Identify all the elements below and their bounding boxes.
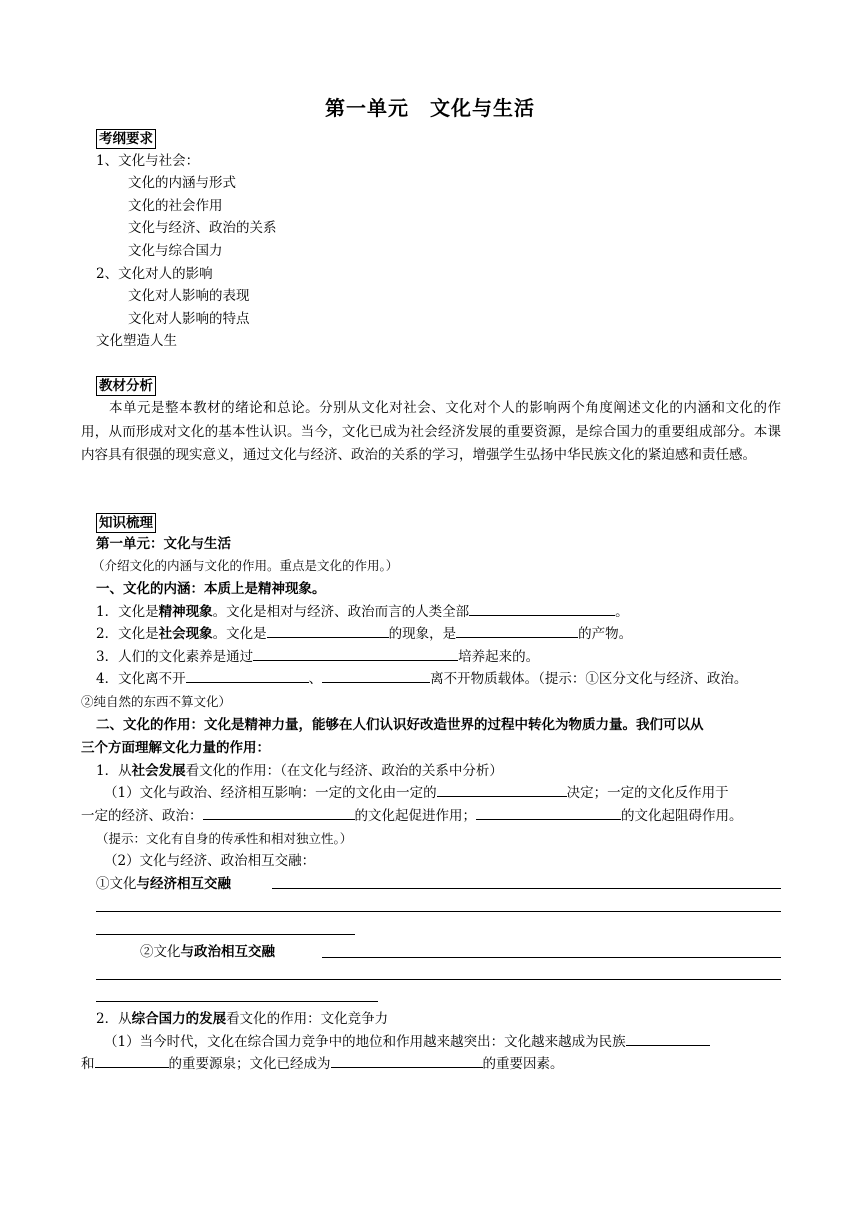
fill-blank	[626, 1031, 710, 1046]
outline-subitem: 文化与综合国力	[128, 243, 223, 259]
question-1-1-cont: 一定的经济、政治： 的文化起促进作用； 的文化起阻碍作用。	[81, 805, 743, 827]
page-title: 第一单元 文化与生活	[325, 96, 535, 120]
question-2-1: （1）当今时代，文化在综合国力竞争中的地位和作用越来越突出：文化越来越成为民族	[104, 1031, 710, 1053]
section-1-heading: 一、文化的内涵：本质上是精神现象。	[96, 581, 326, 597]
culture-economy-item: ①文化与经济相互交融	[96, 876, 231, 892]
fill-blank	[186, 668, 309, 683]
analysis-heading: 教材分析	[96, 375, 156, 397]
point-4: 4．文化离不开 、 离不开物质载体。（提示：①区分文化与经济、政治。	[96, 668, 747, 690]
point-4-hint: ②纯自然的东西不算文化）	[81, 694, 232, 709]
answer-line	[96, 1001, 378, 1002]
question-2: 2．从综合国力的发展看文化的作用：文化竞争力	[96, 1011, 389, 1027]
fill-blank	[456, 623, 578, 638]
fill-blank	[203, 805, 355, 820]
knowledge-heading: 知识梳理	[96, 512, 156, 534]
answer-line	[96, 979, 781, 980]
outline-subitem: 文化的内涵与形式	[128, 175, 236, 191]
answer-line	[96, 934, 355, 935]
fill-blank	[95, 1053, 169, 1068]
fill-blank	[267, 623, 389, 638]
outline-subitem: 文化的社会作用	[128, 198, 223, 214]
fill-blank	[322, 668, 430, 683]
outline-item-2: 2、文化对人的影响	[96, 266, 213, 282]
outline-subitem: 文化对人影响的特点	[128, 311, 250, 327]
fill-blank	[331, 1053, 483, 1068]
point-2: 2．文化是社会现象。文化是 的现象，是 的产物。	[96, 623, 632, 645]
answer-line	[322, 957, 781, 958]
outline-subitem: 文化对人影响的表现	[128, 288, 250, 304]
question-1-2: （2）文化与经济、政治相互交融：	[104, 853, 316, 869]
unit-heading: 第一单元：文化与生活	[96, 536, 231, 552]
question-1-1-hint: （提示：文化有自身的传承性和相对独立性。）	[96, 831, 353, 846]
question-1-1: （1）文化与政治、经济相互影响：一定的文化由一定的 决定；一定的文化反作用于	[104, 782, 729, 804]
outline-subitem: 文化与经济、政治的关系	[128, 220, 277, 236]
answer-line	[96, 911, 781, 912]
culture-politics-item: ②文化与政治相互交融	[140, 944, 275, 960]
question-2-1-cont: 和 的重要源泉；文化已经成为 的重要因素。	[81, 1053, 564, 1075]
section-2-heading-cont: 三个方面理解文化力量的作用：	[81, 740, 270, 756]
outline-heading: 考纲要求	[96, 128, 156, 150]
outline-item-1: 1、文化与社会：	[96, 153, 200, 169]
point-3: 3．人们的文化素养是通过 培养起来的。	[96, 646, 539, 668]
question-1: 1．从社会发展看文化的作用：（在文化与经济、政治的关系中分析）	[96, 763, 503, 779]
fill-blank	[476, 805, 621, 820]
fill-blank	[253, 646, 458, 661]
fill-blank	[437, 782, 567, 797]
unit-note: （介绍文化的内涵与文化的作用。重点是文化的作用。）	[92, 558, 399, 573]
section-2-heading: 二、文化的作用：文化是精神力量，能够在人们认识好改造世界的过程中转化为物质力量。我们可以从	[96, 717, 704, 733]
analysis-paragraph: 本单元是整本教材的绪论和总论。分别从文化对社会、文化对个人的影响两个角度阐述文化的内涵和文化的作用，从而形成对文化的基本性认识。当今，文化已成为社会经济发展的重要资源，是综合国力的重要组成部分。本课内容具有很强的现实意义，通过文化与经济、政治的关系的学习，增强学生弘扬中华民族文化的紧迫感和责任感。	[81, 400, 781, 463]
answer-line	[272, 888, 781, 889]
outline-item-3: 文化塑造人生	[96, 333, 177, 349]
fill-blank	[469, 601, 615, 616]
point-1: 1．文化是精神现象。文化是相对与经济、政治而言的人类全部 。	[96, 601, 629, 623]
